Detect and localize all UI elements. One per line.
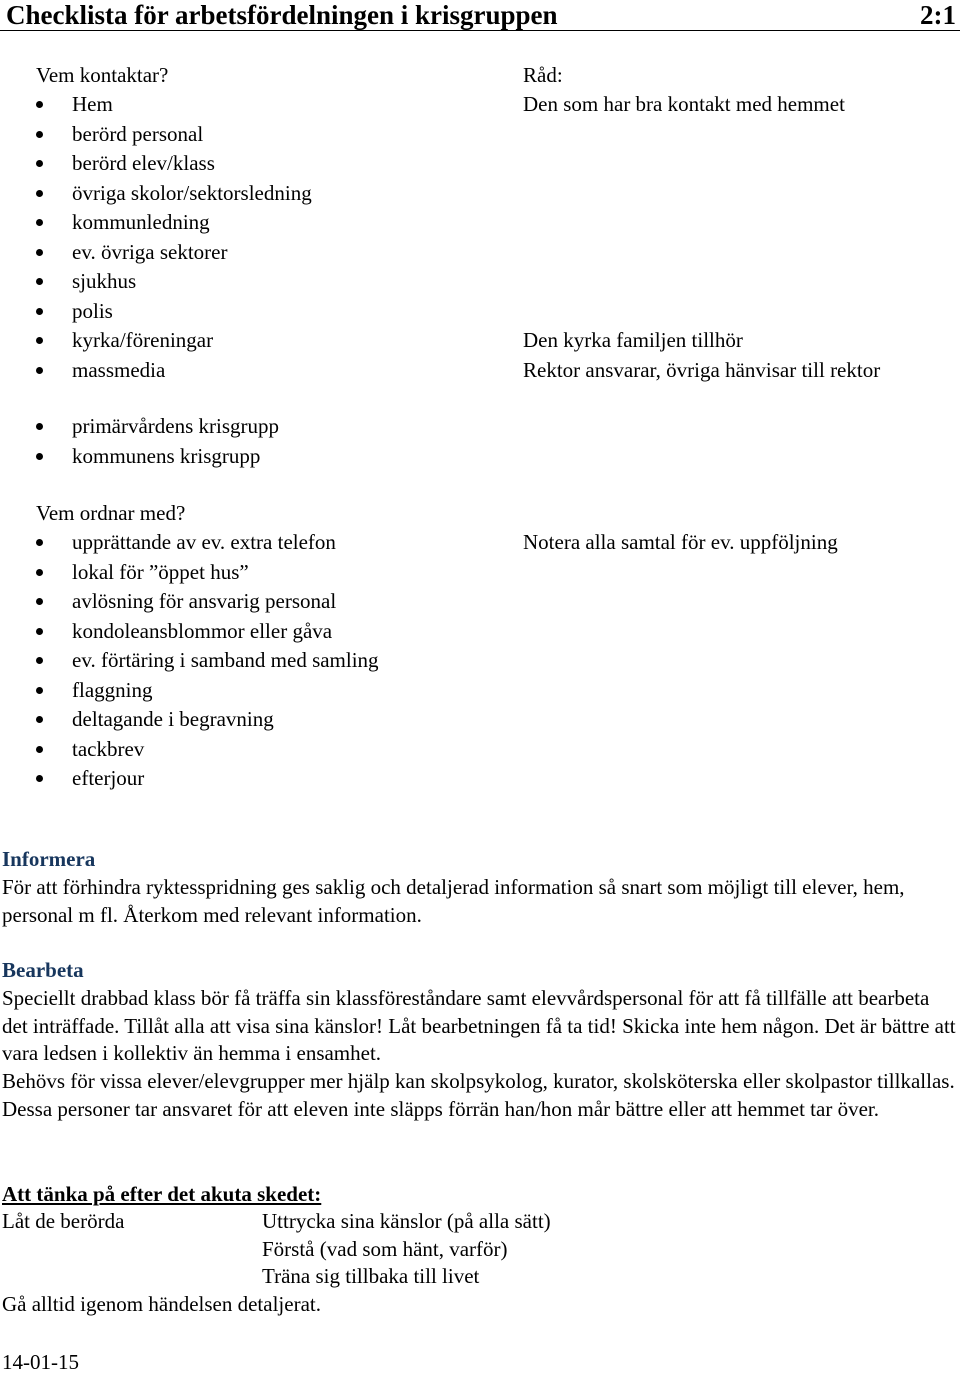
list-item: kyrka/föreningar [36, 326, 476, 356]
list-item: kondoleansblommor eller gåva [36, 617, 476, 647]
list-item: upprättande av ev. extra telefon [36, 528, 476, 558]
advice-hem: Den som har bra kontakt med hemmet [523, 92, 845, 116]
advice-massmedia: Rektor ansvarar, övriga hänvisar till rektor [523, 358, 881, 382]
list-item: berörd elev/klass [36, 149, 476, 179]
after-step-3: Träna sig tillbaka till livet [262, 1264, 480, 1288]
inform-section [2, 846, 958, 929]
list-item: övriga skolor/sektorsledning [36, 179, 476, 209]
bullet-icon [36, 131, 43, 138]
list-item: massmedia [36, 356, 476, 386]
list-item: kommunens krisgrupp [36, 442, 476, 472]
bullet-icon [36, 569, 43, 576]
bullet-icon [36, 219, 43, 226]
advice-heading: Råd: [523, 63, 563, 87]
bullet-icon [36, 657, 43, 664]
list-item-spacer [36, 385, 476, 412]
arrange-heading: Vem ordnar med? [36, 501, 186, 525]
process-text-1: Speciellt drabbad klass bör få träffa sin klassföreståndare samt elevvårdspersonal för att få tillfälle att bearbeta det inträffade. Tillåt alla att visa sina känslor! Låt bearbetningen få ta tid! Skicka inte hem någon. Det är bättre att vara ledsen i kollektiv än hemma i ensamhet. [2, 985, 956, 1066]
after-closing: Gå alltid igenom händelsen detaljerat. [2, 1292, 321, 1316]
advice-arrange: Notera alla samtal för ev. uppföljning [523, 530, 838, 554]
bullet-icon [36, 160, 43, 167]
after-step-1: Uttrycka sina känslor (på alla sätt) [262, 1209, 551, 1233]
list-item: Hem [36, 90, 476, 120]
list-item: ev. övriga sektorer [36, 238, 476, 268]
advice-kyrka: Den kyrka familjen tillhör [523, 328, 743, 352]
bullet-icon [36, 628, 43, 635]
bullet-icon [36, 278, 43, 285]
after-heading: Att tänka på efter det akuta skedet: [2, 1182, 322, 1206]
bullet-icon [36, 453, 43, 460]
inform-heading: Informera [2, 847, 96, 871]
document-title: Checklista för arbetsfördelningen i krisgruppen [6, 0, 558, 30]
list-item: berörd personal [36, 120, 476, 150]
list-item: kommunledning [36, 208, 476, 238]
page-number: 2:1 [920, 0, 956, 30]
contact-list [36, 90, 476, 471]
after-step-2: Förstå (vad som hänt, varför) [262, 1237, 508, 1261]
contact-heading: Vem kontaktar? [36, 63, 169, 87]
list-item: polis [36, 297, 476, 327]
bullet-icon [36, 746, 43, 753]
bullet-icon [36, 775, 43, 782]
bullet-icon [36, 101, 43, 108]
bullet-icon [36, 687, 43, 694]
bullet-icon [36, 423, 43, 430]
bullet-icon [36, 337, 43, 344]
inform-text: För att förhindra ryktesspridning ges saklig och detaljerad information så snart som möjligt till elever, hem, personal m fl. Återkom med relevant information. [2, 874, 905, 927]
footer-date: 14-01-15 [2, 1350, 79, 1374]
process-section [2, 957, 958, 1124]
process-text-2: Behövs för vissa elever/elevgrupper mer hjälp kan skolpsykolog, kurator, skolsköterska eller skolpastor tillkallas. Dessa personer tar ansvaret för att eleven inte släpps förrän han/hon mår bättre eller att hemmet tar över. [2, 1069, 955, 1121]
list-item: avlösning för ansvarig personal [36, 587, 476, 617]
bullet-icon [36, 190, 43, 197]
list-item: lokal för ”öppet hus” [36, 558, 476, 588]
bullet-icon [36, 539, 43, 546]
process-heading: Bearbeta [2, 958, 84, 982]
bullet-icon [36, 249, 43, 256]
arrange-list [36, 528, 476, 794]
list-item: flaggning [36, 676, 476, 706]
title-bar [0, 0, 960, 31]
bullet-icon [36, 598, 43, 605]
after-left-label: Låt de berörda [2, 1209, 125, 1233]
list-item: ev. förtäring i samband med samling [36, 646, 476, 676]
bullet-icon [36, 716, 43, 723]
list-item: primärvårdens krisgrupp [36, 412, 476, 442]
bullet-icon [36, 367, 43, 374]
list-item: deltagande i begravning [36, 705, 476, 735]
list-item: tackbrev [36, 735, 476, 765]
bullet-icon [36, 308, 43, 315]
list-item: sjukhus [36, 267, 476, 297]
list-item: efterjour [36, 764, 476, 794]
